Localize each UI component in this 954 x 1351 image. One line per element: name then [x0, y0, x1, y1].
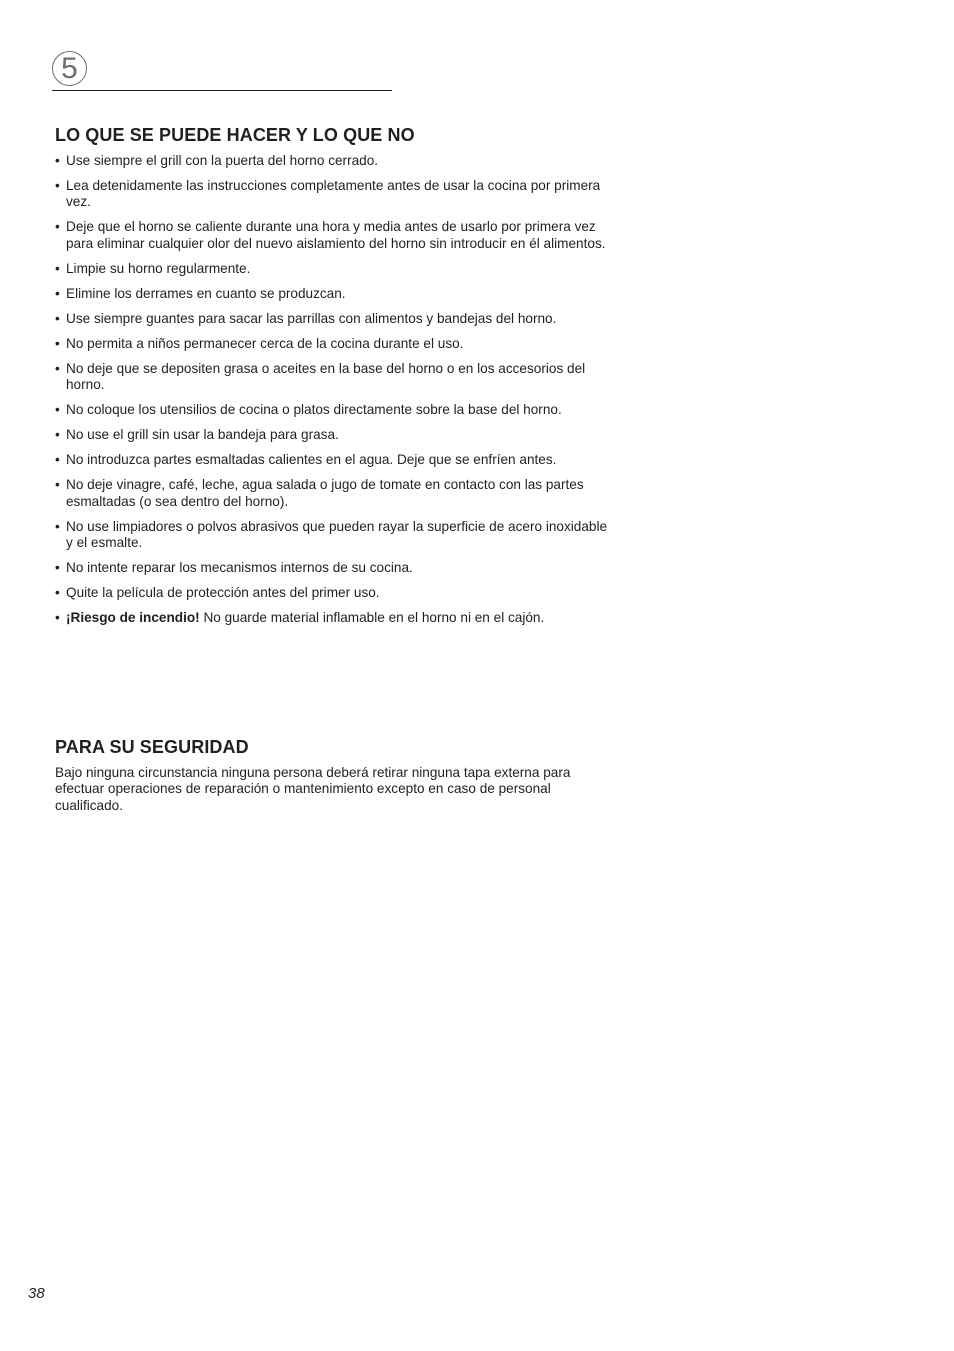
section-safety	[55, 737, 615, 814]
bullet-icon: •	[55, 402, 60, 418]
list-item	[55, 178, 615, 211]
bullet-icon: •	[55, 585, 60, 601]
list-item	[55, 336, 615, 352]
bullet-icon: •	[55, 477, 60, 493]
section-dos-and-donts	[55, 125, 615, 635]
list-item-text: No deje vinagre, café, leche, agua salada o jugo de tomate en contacto con las partes esmaltadas (o sea dentro del horno).	[66, 477, 584, 509]
list-item	[55, 311, 615, 327]
safety-body: Bajo ninguna circunstancia ninguna persona deberá retirar ninguna tapa externa para efectuar operaciones de reparación o mantenimiento excepto en caso de personal cualificado.	[55, 765, 571, 813]
bullet-icon: •	[55, 285, 60, 301]
bullet-icon: •	[55, 452, 60, 468]
chapter-divider	[52, 90, 392, 91]
list-item	[55, 219, 615, 252]
list-item-text: No introduzca partes esmaltadas calientes en el agua. Deje que se enfríen antes.	[66, 452, 557, 468]
list-item	[55, 261, 615, 277]
list-item	[55, 452, 615, 468]
list-item-text: No intente reparar los mecanismos internos de su cocina.	[66, 560, 413, 576]
list-item	[55, 610, 615, 626]
bullet-icon: •	[55, 153, 60, 168]
chapter-number-badge	[52, 51, 87, 86]
list-item-text: No use el grill sin usar la bandeja para grasa.	[66, 427, 339, 443]
bullet-icon: •	[55, 219, 60, 235]
section-title: LO QUE SE PUEDE HACER Y LO QUE NO	[55, 125, 415, 145]
bullet-icon: •	[55, 427, 60, 443]
page-number: 38	[28, 1285, 45, 1302]
list-item-text: No deje que se depositen grasa o aceites en la base del horno o en los accesorios del horno.	[66, 360, 586, 393]
list-item	[55, 402, 615, 418]
list-item-text: No permita a niños permanecer cerca de la cocina durante el uso.	[66, 335, 464, 351]
bullet-icon: •	[55, 260, 60, 276]
list-item-text: Elimine los derrames en cuanto se produzcan.	[66, 285, 346, 301]
list-item-emphasis: ¡Riesgo de incendio!	[66, 610, 200, 626]
bullet-icon: •	[55, 310, 60, 326]
list-item-text: Limpie su horno regularmente.	[66, 260, 251, 276]
list-item	[55, 585, 615, 601]
section-title: PARA SU SEGURIDAD	[55, 737, 249, 757]
chapter-number: 5	[61, 51, 78, 85]
list-item	[55, 477, 615, 510]
list-item-text: Use siempre guantes para sacar las parrillas con alimentos y bandejas del horno.	[66, 310, 557, 326]
list-item-text: Quite la película de protección antes del primer uso.	[66, 585, 380, 601]
list-item-text: Lea detenidamente las instrucciones completamente antes de usar la cocina por primera vez.	[66, 178, 601, 210]
bullet-icon: •	[55, 560, 60, 576]
list-item	[55, 519, 615, 552]
list-item-text: No use limpiadores o polvos abrasivos que pueden rayar la superficie de acero inoxidable y el esmalte.	[66, 518, 608, 551]
list-item-text: No coloque los utensilios de cocina o platos directamente sobre la base del horno.	[66, 402, 562, 418]
bullet-icon: •	[55, 335, 60, 351]
list-item	[55, 153, 615, 169]
dos-list	[55, 153, 615, 626]
list-item	[55, 361, 615, 394]
list-item	[55, 560, 615, 576]
bullet-icon: •	[55, 610, 60, 626]
list-item	[55, 427, 615, 443]
bullet-icon: •	[55, 360, 60, 376]
bullet-icon: •	[55, 178, 60, 193]
list-item-text: No guarde material inflamable en el horno ni en el cajón.	[199, 610, 545, 626]
list-item-text: Deje que el horno se caliente durante una hora y media antes de usarlo por primera vez para eliminar cualquier olor del nuevo aislamiento del horno sin introducir en él alimentos.	[66, 219, 606, 251]
list-item-text: Use siempre el grill con la puerta del horno cerrado.	[66, 153, 379, 168]
list-item	[55, 286, 615, 302]
bullet-icon: •	[55, 518, 60, 534]
